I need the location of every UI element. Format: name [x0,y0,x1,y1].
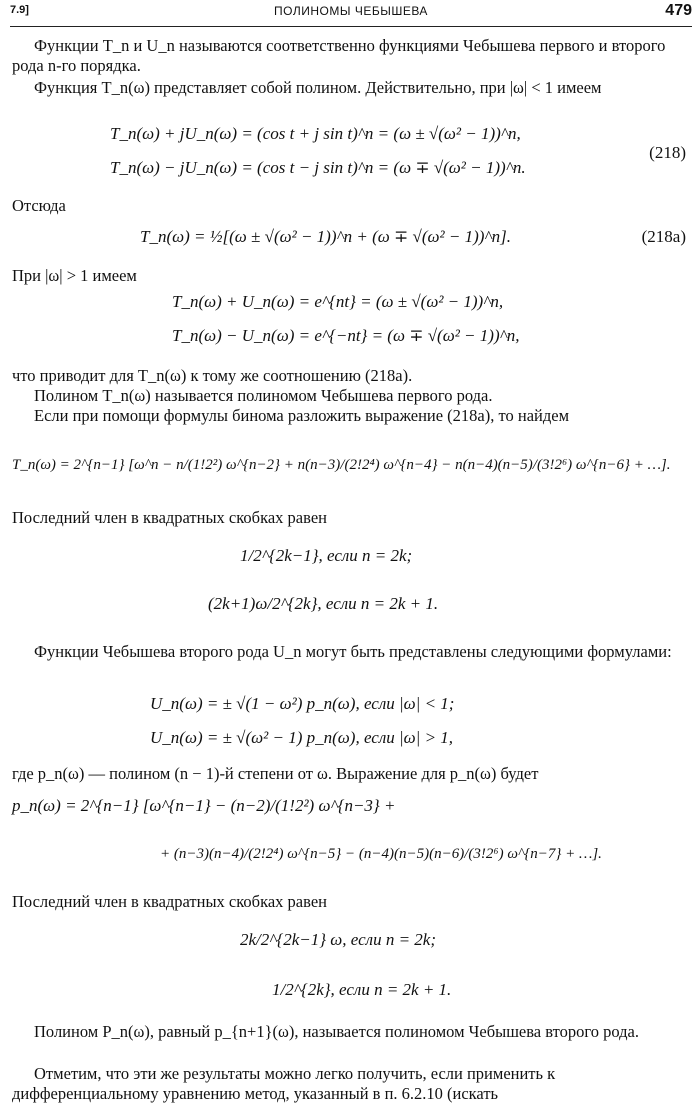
paragraph-4 [12,366,688,386]
last-term-odd-1: (2k+1)ω/2^{2k}, если n = 2k + 1. [208,594,439,613]
paragraph-2 [12,78,688,98]
otsyuda-text: Отсюда [12,196,66,215]
paragraph-6 [12,406,688,426]
equation-Un-gt1: U_n(ω) = ± √(ω² − 1) p_n(ω), если |ω| > 1, [150,728,454,747]
last-term-even-2: 2k/2^{2k−1} ω, если n = 2k; [240,930,437,949]
last-term-even-1: 1/2^{2k−1}, если n = 2k; [240,546,413,565]
p9-text: где p_n(ω) — полином (n − 1)-й степени от ω. Выражение для p_n(ω) будет [12,764,539,783]
equation-gt1-line1: T_n(ω) + U_n(ω) = e^{nt} = (ω ± √(ω² − 1))^n, [172,292,504,311]
paragraph-10 [12,892,688,912]
p6-text: Если при помощи формулы бинома разложить выражение (218a), то найдем [34,406,570,425]
paragraph-8 [12,642,688,662]
section-number: 7.9] [10,4,29,16]
paragraph-1 [12,36,688,76]
paragraph-12 [12,1064,688,1104]
equation-number-218a: (218a) [641,227,686,246]
p12-text: Отметим, что эти же результаты можно легко получить, если применить к дифференциальному уравнению метод, указанный в п. 6.2.10 (искать [12,1064,556,1103]
equation-Tn-series: T_n(ω) = 2^{n−1} [ω^n − n/(1!2²) ω^{n−2} + n(n−3)/(2!2⁴) ω^{n−4} − n(n−4)(n−5)/(3!2⁶) ω^{n−6} + …]. [12,457,671,473]
equation-Un-lt1: U_n(ω) = ± √(1 − ω²) p_n(ω), если |ω| < 1; [150,694,455,713]
p8-text: Функции Чебышева второго рода U_n могут быть представлены следующими формулами: [34,642,672,661]
paragraph-11 [12,1022,688,1042]
p7-text: Последний член в квадратных скобках равен [12,508,327,527]
equation-pn-line1: p_n(ω) = 2^{n−1} [ω^{n−1} − (n−2)/(1!2²) ω^{n−3} + [12,796,396,815]
equation-pn-line2: + (n−3)(n−4)/(2!2⁴) ω^{n−5} − (n−4)(n−5)(n−6)/(3!2⁶) ω^{n−7} + …]. [160,846,602,862]
page-header [10,4,692,26]
p5-text: Полином T_n(ω) называется полиномом Чебышева первого рода. [34,386,493,405]
last-term-odd-2: 1/2^{2k}, если n = 2k + 1. [272,980,452,999]
p2-text: Функция T_n(ω) представляет собой полином. Действительно, при |ω| < 1 имеем [34,78,602,97]
paragraph-5 [12,386,688,406]
p11-text: Полином P_n(ω), равный p_{n+1}(ω), называется полиномом Чебышева второго рода. [34,1022,639,1041]
page-number: 479 [665,2,692,19]
equation-number-218: (218) [649,143,686,162]
p1-text: Функции T_n и U_n называются соответственно функциями Чебышева первого и второго рода n-го порядка. [12,36,666,75]
equation-218-line1: T_n(ω) + jU_n(ω) = (cos t + j sin t)^n = (ω ± √(ω² − 1))^n, [110,124,521,143]
p10-text: Последний член в квадратных скобках равен [12,892,327,911]
paragraph-9 [12,764,688,784]
paragraph-7 [12,508,688,528]
paragraph-3 [12,266,688,286]
p3-text: При |ω| > 1 имеем [12,266,137,285]
running-title: ПОЛИНОМЫ ЧЕБЫШЕВА [274,4,428,18]
equation-218-line2: T_n(ω) − jU_n(ω) = (cos t − j sin t)^n = (ω ∓ √(ω² − 1))^n. [110,158,526,177]
header-rule [10,26,692,27]
p4-text: что приводит для T_n(ω) к тому же соотношению (218a). [12,366,413,385]
equation-218a: T_n(ω) = ½[(ω ± √(ω² − 1))^n + (ω ∓ √(ω² − 1))^n]. [140,227,511,246]
equation-gt1-line2: T_n(ω) − U_n(ω) = e^{−nt} = (ω ∓ √(ω² − 1))^n, [172,326,520,345]
